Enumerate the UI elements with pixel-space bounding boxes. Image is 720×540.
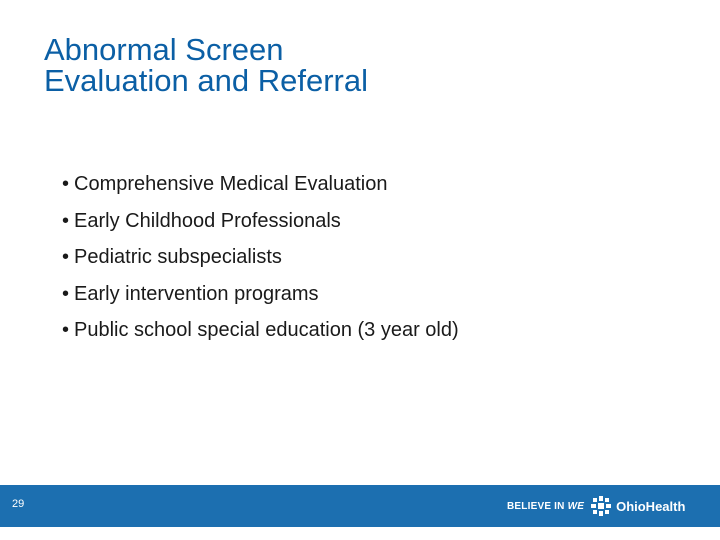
slide-number: 29: [12, 498, 25, 510]
brand-logo: [507, 493, 685, 519]
bullet-text: Public school special education (3 year old): [74, 319, 459, 341]
bullet-text: Comprehensive Medical Evaluation: [74, 173, 388, 195]
brand-tagline: [507, 501, 584, 512]
bullet-text: Pediatric subspecialists: [74, 246, 282, 268]
bullet-text: Early Childhood Professionals: [74, 209, 341, 232]
brand-name: OhioHealth: [616, 498, 686, 514]
bullet-dot: •: [62, 282, 70, 305]
bullet-dot: •: [62, 319, 70, 341]
ohiohealth-cross-icon: [590, 495, 612, 517]
slide-title-line-1: Abnormal Screen: [44, 32, 284, 67]
slide-title-line-2: Evaluation and Referral: [44, 63, 368, 98]
slide-title: [44, 34, 684, 96]
tagline-prefix: BELIEVE IN: [507, 500, 565, 512]
bullet-dot: •: [62, 246, 70, 268]
bullet-dot: •: [62, 173, 70, 195]
tagline-we: WE: [567, 500, 585, 512]
bullet-dot: •: [62, 209, 70, 232]
bullet-text: Early intervention programs: [74, 282, 319, 305]
footer-bar: [0, 485, 720, 527]
